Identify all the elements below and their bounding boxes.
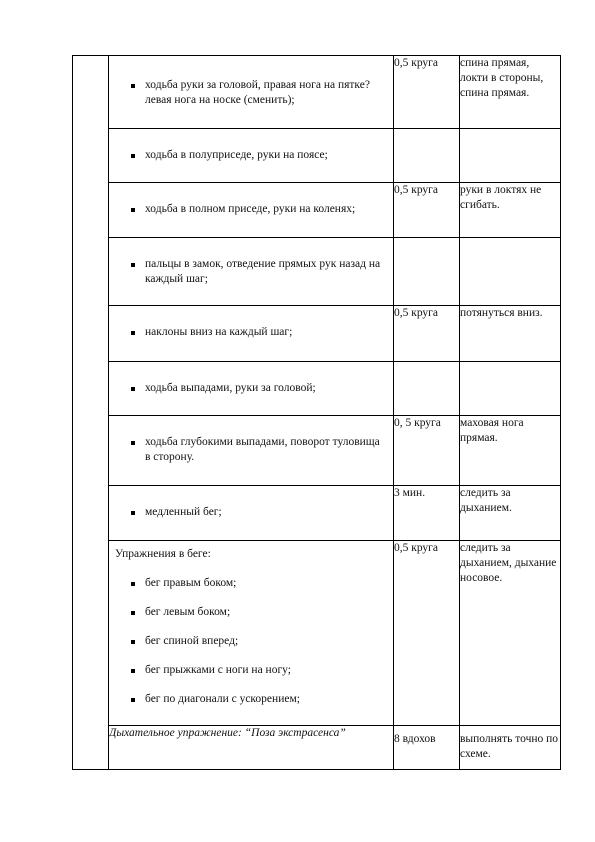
- bullet-icon: [131, 208, 135, 212]
- exercise-cell: [109, 129, 394, 183]
- exercise-cell: [109, 416, 394, 486]
- exercise-text: медленный бег;: [145, 506, 222, 518]
- table-row: [73, 129, 561, 183]
- bullet-icon: [131, 263, 135, 267]
- running-heading: Упражнения в беге:: [115, 548, 211, 560]
- bullet-icon: [131, 331, 135, 335]
- note-cell: потянуться вниз.: [460, 306, 561, 362]
- bullet-icon: [131, 698, 135, 702]
- dose-cell: 3 мин.: [394, 486, 460, 541]
- dose-cell: [394, 238, 460, 306]
- dose-cell: 0,5 круга: [394, 541, 460, 726]
- table-row: [73, 486, 561, 541]
- note-cell: выполнять точно по схеме.: [460, 726, 561, 770]
- dose-cell: 8 вдохов: [394, 726, 460, 770]
- bullet-icon: [131, 669, 135, 673]
- exercise-cell: [109, 238, 394, 306]
- exercise-cell: [109, 183, 394, 238]
- dose-cell: 0,5 круга: [394, 183, 460, 238]
- dose-cell: [394, 362, 460, 416]
- running-row: [73, 541, 561, 726]
- dose-cell: 0, 5 круга: [394, 416, 460, 486]
- list-item: бег правым боком;: [145, 577, 237, 589]
- table-row: [73, 306, 561, 362]
- list-item: бег левым боком;: [145, 606, 231, 618]
- exercise-text: ходьба в полуприседе, руки на поясе;: [145, 149, 328, 161]
- exercise-cell: [109, 486, 394, 541]
- table-row: [73, 238, 561, 306]
- note-cell: следить за дыханием.: [460, 486, 561, 541]
- bullet-icon: [131, 387, 135, 391]
- table-row: [73, 416, 561, 486]
- note-cell: руки в локтях не сгибать.: [460, 183, 561, 238]
- exercise-text: ходьба руки за головой, правая нога на пятке? левая нога на носке (сменить);: [145, 79, 370, 106]
- list-item: бег прыжками с ноги на ногу;: [145, 664, 291, 676]
- bullet-icon: [131, 611, 135, 615]
- dose-cell: [394, 129, 460, 183]
- list-item: бег спиной вперед;: [145, 635, 239, 647]
- note-cell: спина прямая, локти в стороны, спина прямая.: [460, 56, 561, 129]
- bullet-icon: [131, 511, 135, 515]
- exercise-text: наклоны вниз на каждый шаг;: [145, 326, 293, 338]
- bullet-icon: [131, 640, 135, 644]
- dose-cell: 0,5 круга: [394, 306, 460, 362]
- table-row: [73, 362, 561, 416]
- bullet-icon: [131, 582, 135, 586]
- breathing-row: [73, 726, 561, 770]
- blank-first-column: [73, 56, 109, 770]
- note-cell: маховая нога прямая.: [460, 416, 561, 486]
- bullet-icon: [131, 441, 135, 445]
- note-cell: следить за дыханием, дыхание носовое.: [460, 541, 561, 726]
- running-cell: [109, 541, 394, 726]
- exercise-text: ходьба глубокими выпадами, поворот туловища в сторону.: [145, 436, 380, 463]
- table-row: [73, 56, 561, 129]
- table-row: [73, 183, 561, 238]
- note-cell: [460, 362, 561, 416]
- note-cell: [460, 238, 561, 306]
- exercise-text: пальцы в замок, отведение прямых рук назад на каждый шаг;: [145, 258, 381, 285]
- exercise-text: ходьба в полном приседе, руки на коленях;: [145, 203, 356, 215]
- bullet-icon: [131, 154, 135, 158]
- exercise-cell: [109, 362, 394, 416]
- dose-cell: 0,5 круга: [394, 56, 460, 129]
- exercise-cell: [109, 306, 394, 362]
- exercise-text: ходьба выпадами, руки за головой;: [145, 382, 316, 394]
- note-cell: [460, 129, 561, 183]
- exercise-cell: [109, 56, 394, 129]
- list-item: бег по диагонали с ускорением;: [145, 693, 300, 705]
- bullet-icon: [131, 84, 135, 88]
- exercise-table: [72, 55, 561, 770]
- breathing-exercise-cell: Дыхательное упражнение: “Поза экстрасенса”: [109, 726, 394, 770]
